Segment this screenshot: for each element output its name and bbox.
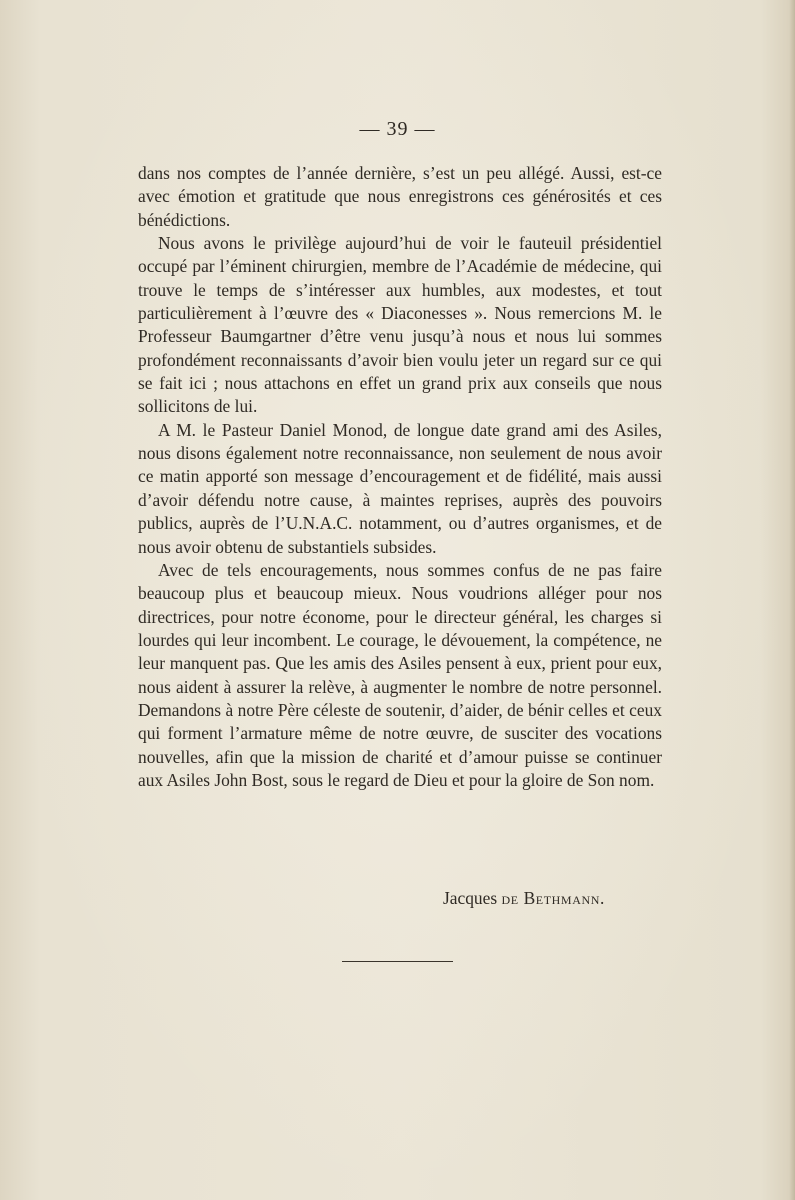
signature xyxy=(443,887,605,910)
closing-rule xyxy=(342,961,453,962)
paragraph-1: dans nos comptes de l’année dernière, s’est un peu allégé. Aussi, est-ce avec émotion et gratitude que nous enregistrons ces générosités et ces bénédictions. xyxy=(138,163,662,230)
signature-first-name: Jacques xyxy=(443,888,498,908)
page-number: — 39 — xyxy=(359,118,436,140)
paragraph-4: Avec de tels encouragements, nous sommes confus de ne pas faire beaucoup plus et beaucoup mieux. Nous voudrions alléger pour nos directrices, pour notre économe, pour le directeur général, les charges si lourdes qui leur incombent. Le courage, le dévouement, la compétence, ne leur manquent pas. Que les amis des Asiles pensent à eux, prient pour eux, nous aident à assurer la relève, à augmenter le nombre de notre personnel. Demandons à notre Père céleste de soutenir, d’aider, de bénir celles et ceux qui forment l’armature même de notre œuvre, de susciter des vocations nouvelles, afin que la mission de charité et d’amour puisse se continuer aux Asiles John Bost, sous le regard de Dieu et pour la gloire de Son nom. xyxy=(138,559,662,790)
page-edge-shadow xyxy=(789,0,795,1200)
paragraph-2: Nous avons le privilège aujourd’hui de voir le fauteuil présidentiel occupé par l’éminent chirurgien, membre de l’Académie de médecine, qui trouve le temps de s’intéresser aux humbles, aux modestes, et tout particulièrement à l’œuvre des « Diaconesses ». Nous remercions M. le Professeur Baumgartner d’être venu jusqu’à nous et nous lui sommes profondément reconnaissants d’avoir bien voulu jeter un regard sur ce qui se fait ici ; nous attachons en effet un grand prix aux conseils que nous sollicitons de lui. xyxy=(138,233,662,417)
body-text xyxy=(138,162,662,792)
signature-surname: de Bethmann. xyxy=(501,888,605,908)
paragraph-3: A M. le Pasteur Daniel Monod, de longue date grand ami des Asiles, nous disons également notre reconnaissance, non seulement de nous avoir ce matin apporté son message d’encouragement et de fidélité, mais aussi d’avoir défendu notre cause, à maintes reprises, auprès des pouvoirs publics, auprès de l’U.N.A.C. notamment, ou d’autres organismes, et de nous avoir obtenu de substantiels subsides. xyxy=(138,419,662,557)
